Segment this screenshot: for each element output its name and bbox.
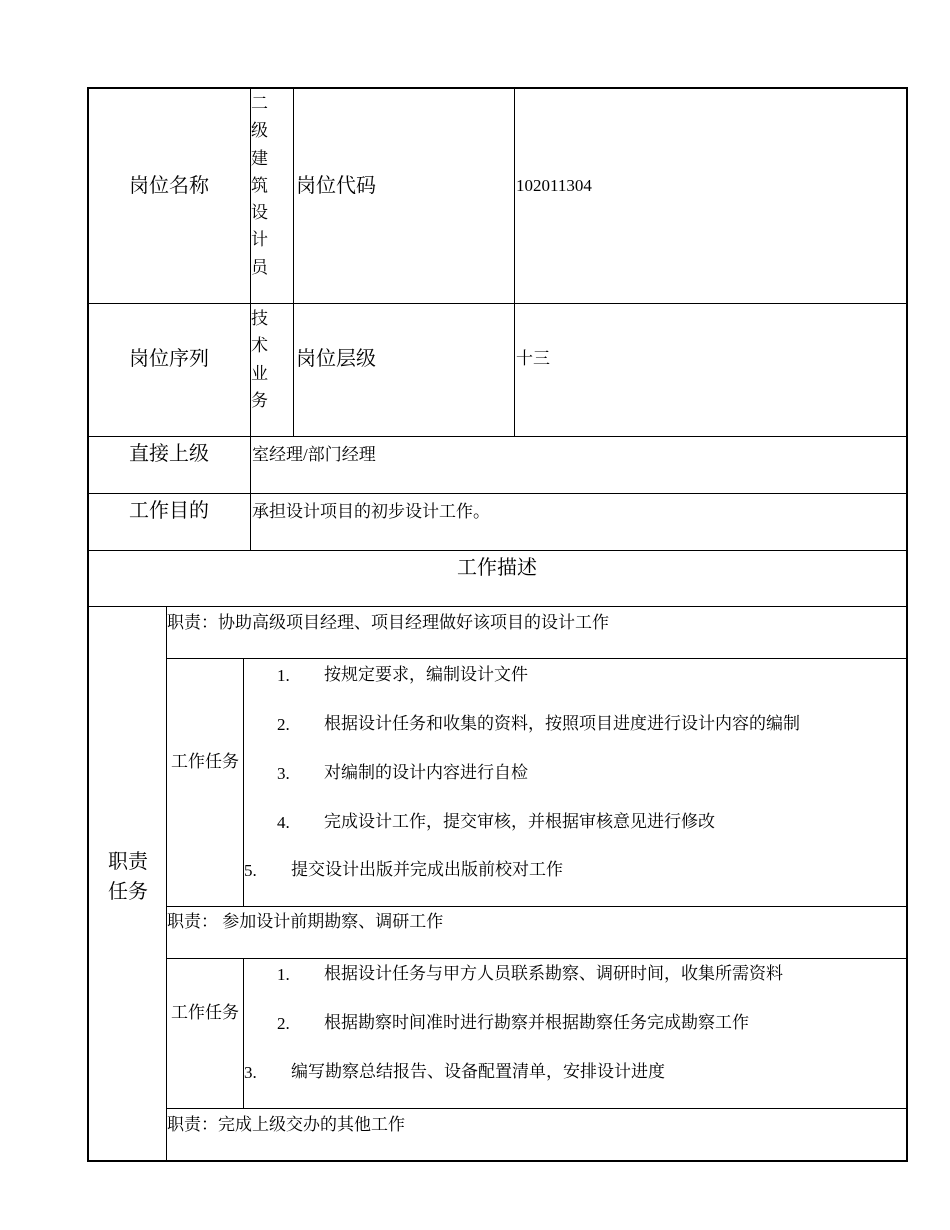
duty-1-task-1-num: 1. bbox=[277, 666, 290, 685]
duty-1-task-2-num: 2. bbox=[277, 715, 290, 734]
col-divider bbox=[243, 958, 244, 1108]
duty-2-task-label: 工作任务 bbox=[171, 1003, 239, 1022]
table-border-right bbox=[906, 87, 908, 1162]
duty-2-task-2-text: 根据勘察时间准时进行勘察并根据勘察任务完成勘察工作 bbox=[324, 1013, 749, 1032]
duty-1-title: 职责：协助高级项目经理、项目经理做好该项目的设计工作 bbox=[167, 613, 609, 632]
row-divider bbox=[87, 606, 908, 607]
duty-2-task-3-text: 编写勘察总结报告、设备配置清单，安排设计进度 bbox=[291, 1062, 665, 1081]
post-name-value bbox=[251, 90, 293, 281]
post-name-char: 设 bbox=[251, 203, 268, 223]
duty-1-task-4-text: 完成设计工作，提交审核，并根据审核意见进行修改 bbox=[324, 812, 715, 831]
work-description-title: 工作描述 bbox=[457, 557, 537, 579]
duty-1-task-5-text: 提交设计出版并完成出版前校对工作 bbox=[291, 860, 563, 879]
row-divider bbox=[166, 906, 908, 907]
post-name-char: 员 bbox=[251, 257, 268, 277]
row-divider bbox=[166, 958, 908, 959]
post-name-char: 计 bbox=[251, 230, 268, 250]
duty-2-task-1-text: 根据设计任务与甲方人员联系勘察、调研时间，收集所需资料 bbox=[324, 964, 783, 983]
duty-1-task-3-text: 对编制的设计内容进行自检 bbox=[324, 763, 528, 782]
row-divider bbox=[87, 550, 908, 551]
post-code-value: 102011304 bbox=[516, 176, 592, 195]
post-seq-char: 技 bbox=[251, 309, 268, 328]
post-name-label: 岗位名称 bbox=[129, 175, 209, 197]
post-seq-value bbox=[251, 305, 293, 414]
table-border-bottom bbox=[87, 1160, 908, 1162]
post-level-value: 十三 bbox=[516, 349, 550, 368]
duty-2-task-3-num: 3. bbox=[244, 1063, 257, 1082]
post-seq-char: 务 bbox=[251, 390, 268, 410]
duty-1-task-2-text: 根据设计任务和收集的资料，按照项目进度进行设计内容的编制 bbox=[324, 714, 800, 733]
superior-label: 直接上级 bbox=[129, 443, 209, 465]
row-divider bbox=[87, 436, 908, 437]
duty-3-title: 职责：完成上级交办的其他工作 bbox=[167, 1115, 405, 1134]
post-code-label: 岗位代码 bbox=[296, 175, 376, 197]
post-seq-label: 岗位序列 bbox=[129, 348, 209, 370]
duty-1-task-3-num: 3. bbox=[277, 764, 290, 783]
col-divider bbox=[166, 606, 167, 1161]
superior-value: 室经理/部门经理 bbox=[252, 445, 376, 464]
table-border-top bbox=[87, 87, 908, 89]
post-level-label: 岗位层级 bbox=[296, 348, 376, 370]
duty-2-task-1-num: 1. bbox=[277, 965, 290, 984]
duty-1-task-5-num: 5. bbox=[244, 861, 257, 880]
table-border-left bbox=[87, 87, 89, 1162]
row-divider bbox=[166, 1108, 908, 1109]
col-divider bbox=[293, 87, 294, 436]
duties-label: 职责任务 bbox=[108, 851, 148, 903]
row-divider bbox=[87, 493, 908, 494]
post-seq-char: 术 bbox=[251, 336, 268, 356]
row-divider bbox=[166, 658, 908, 659]
purpose-label: 工作目的 bbox=[129, 500, 209, 522]
duty-1-task-label: 工作任务 bbox=[171, 752, 239, 771]
post-name-char: 筑 bbox=[251, 175, 268, 195]
duty-1-task-4-num: 4. bbox=[277, 813, 290, 832]
post-seq-char: 业 bbox=[251, 363, 268, 383]
duty-2-task-2-num: 2. bbox=[277, 1014, 290, 1033]
post-name-char: 二 bbox=[251, 94, 268, 113]
col-divider bbox=[514, 87, 515, 436]
purpose-value: 承担设计项目的初步设计工作。 bbox=[252, 502, 490, 521]
post-name-char: 建 bbox=[251, 148, 268, 168]
duty-2-title: 职责： 参加设计前期勘察、调研工作 bbox=[167, 912, 444, 931]
duty-1-task-1-text: 按规定要求，编制设计文件 bbox=[324, 665, 528, 684]
post-name-char: 级 bbox=[251, 121, 268, 141]
row-divider bbox=[87, 303, 908, 304]
